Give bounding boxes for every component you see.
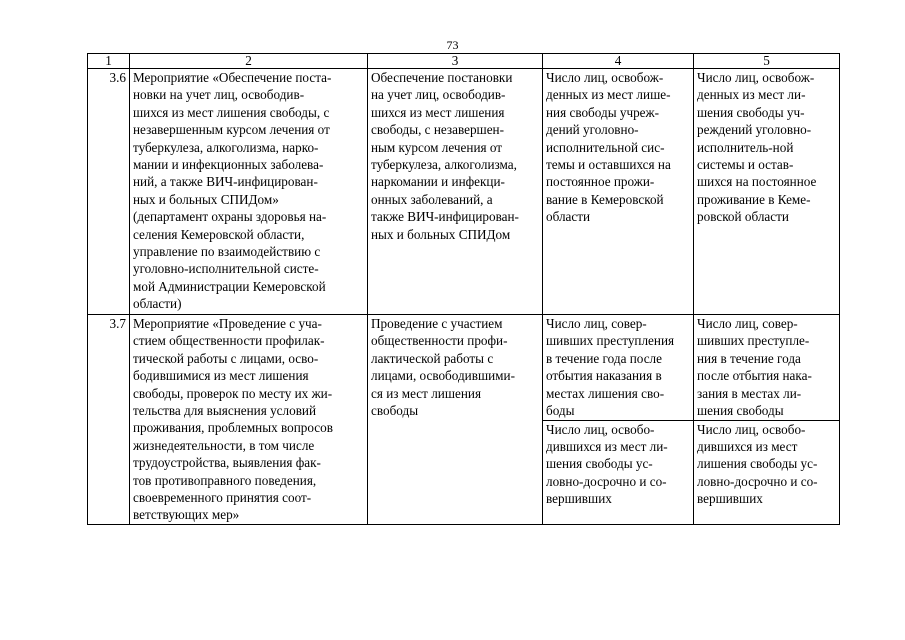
indicator-cell — [543, 420, 694, 524]
cell-text-line: лицами, освободившими- — [371, 368, 515, 384]
cell-text-line: шивших преступле- — [697, 333, 810, 349]
header-cell-1: 1 — [88, 54, 130, 69]
cell-text-line: проживание в Кеме- — [697, 191, 811, 207]
cell-text-line: вершивших — [697, 491, 763, 507]
cell-text-line: шихся из мест лишения — [371, 104, 505, 120]
cell-text-line: своевременного принятия соот- — [133, 490, 312, 506]
cell-text-line: дившихся из мест ли- — [546, 439, 668, 455]
cell-text-line: системы и остав- — [697, 157, 794, 173]
header-row — [88, 54, 840, 69]
cell-text-line: также ВИЧ-инфицирован- — [371, 209, 519, 225]
header-cell-4: 4 — [543, 54, 694, 69]
cell-text-line: вершивших — [546, 491, 612, 507]
cell-text-line: уголовно-исполнительной систе- — [133, 261, 319, 277]
cell-text-line: Число лиц, освобо- — [697, 421, 806, 437]
cell-text-line: шения свободы уч- — [697, 104, 805, 120]
event-content-cell — [368, 315, 543, 525]
cell-text-line: Число лиц, освобож- — [546, 70, 664, 85]
cell-text-line: свободы — [371, 403, 419, 419]
cell-text-line: свободы, проверок по месту их жи- — [133, 385, 333, 401]
header-cell-3: 3 — [368, 54, 543, 69]
cell-text-line: местах лишения сво- — [546, 385, 665, 401]
cell-text-line: общественности профи- — [371, 333, 508, 349]
cell-text-line: Проведение с участием — [371, 316, 503, 331]
cell-text-line: селения Кемеровской области, — [133, 226, 305, 242]
cell-text-line: туберкулеза, алкоголизма, нарко- — [133, 139, 319, 155]
cell-text-line: денных из мест лише- — [546, 87, 671, 103]
cell-text-line: ния в течение года — [697, 350, 801, 366]
cell-text-line: лишения свободы ус- — [697, 456, 818, 472]
cell-text-line: туберкулеза, алкоголизма, — [371, 157, 517, 173]
cell-text-line: ных и больных СПИДом» — [133, 191, 279, 207]
header-cell-2: 2 — [130, 54, 368, 69]
cell-text-line: исполнитель-ной — [697, 139, 794, 155]
row-number: 3.7 — [88, 315, 130, 525]
cell-text-line: тельства для выяснения условий — [133, 403, 317, 419]
cell-text-line: ния свободы учреж- — [546, 104, 660, 120]
cell-text-line: проживания, проблемных вопросов — [133, 420, 333, 436]
indicator-cell — [543, 315, 694, 421]
indicator-cell — [543, 69, 694, 315]
table-row — [88, 315, 840, 421]
cell-text-line: на учет лиц, освободив- — [371, 87, 506, 103]
cell-text-line: ловно-досрочно и со- — [697, 473, 818, 489]
cell-text-line: свободы, с незавершен- — [371, 122, 505, 138]
cell-text-line: шивших преступления — [546, 333, 675, 349]
cell-text-line: ся из мест лишения — [371, 385, 482, 401]
cell-text-line: в течение года после — [546, 350, 662, 366]
indicator-name-cell — [694, 315, 840, 421]
cell-text-line: шения свободы ус- — [546, 456, 653, 472]
indicator-name-cell — [694, 420, 840, 524]
cell-text-line: исполнительной сис- — [546, 139, 665, 155]
page-number: 73 — [446, 38, 459, 52]
cell-text-line: мой Администрации Кемеровской — [133, 278, 326, 294]
cell-text-line: Мероприятие «Обеспечение поста- — [133, 70, 332, 85]
cell-text-line: дившихся из мест — [697, 439, 798, 455]
cell-text-line: Число лиц, совер- — [546, 316, 647, 331]
cell-text-line: трудоустройства, выявления фак- — [133, 455, 321, 471]
cell-text-line: новки на учет лиц, освободив- — [133, 87, 305, 103]
cell-text-line: области — [546, 209, 591, 225]
document-table — [87, 53, 840, 525]
event-description-cell — [130, 315, 368, 525]
row-number: 3.6 — [88, 69, 130, 315]
cell-text-line: темы и оставшихся на — [546, 157, 671, 173]
event-description-cell — [130, 69, 368, 315]
cell-text-line: ветствующих мер» — [133, 507, 240, 523]
table-row — [88, 69, 840, 315]
cell-text-line: реждений уголовно- — [697, 122, 812, 138]
cell-text-line: ловно-досрочно и со- — [546, 473, 667, 489]
cell-text-line: Число лиц, освобо- — [546, 421, 655, 437]
cell-text-line: тов противоправного поведения, — [133, 472, 317, 488]
cell-text-line: ных и больных СПИДом — [371, 226, 511, 242]
cell-text-line: отбытия наказания в — [546, 368, 662, 384]
cell-text-line: шихся из мест лишения свободы, с — [133, 104, 330, 120]
cell-text-line: области) — [133, 296, 182, 312]
cell-text-line: тической работы с лицами, осво- — [133, 350, 319, 366]
cell-text-line: денных из мест ли- — [697, 87, 806, 103]
cell-text-line: после отбытия нака- — [697, 368, 812, 384]
cell-text-line: лактической работы с — [371, 350, 494, 366]
cell-text-line: вание в Кемеровской — [546, 191, 664, 207]
cell-text-line: шихся на постоянное — [697, 174, 817, 190]
cell-text-line: дений уголовно- — [546, 122, 639, 138]
cell-text-line: Обеспечение постановки — [371, 70, 513, 85]
cell-text-line: шения свободы — [697, 403, 784, 419]
cell-text-line: незавершенным курсом лечения от — [133, 122, 330, 138]
cell-text-line: ным курсом лечения от — [371, 139, 503, 155]
indicator-name-cell — [694, 69, 840, 315]
event-content-cell — [368, 69, 543, 315]
cell-text-line: бодившимися из мест лишения — [133, 368, 309, 384]
cell-text-line: Мероприятие «Проведение с уча- — [133, 316, 322, 331]
cell-text-line: стием общественности профилак- — [133, 333, 325, 349]
cell-text-line: Число лиц, освобож- — [697, 70, 815, 85]
cell-text-line: Число лиц, совер- — [697, 316, 798, 331]
cell-text-line: мании и инфекционных заболева- — [133, 157, 324, 173]
cell-text-line: управление по взаимодействию с — [133, 244, 321, 260]
cell-text-line: онных заболеваний, а — [371, 191, 493, 207]
cell-text-line: жизнедеятельности, в том числе — [133, 437, 315, 453]
cell-text-line: боды — [546, 403, 575, 419]
cell-text-line: ровской области — [697, 209, 789, 225]
cell-text-line: ний, а также ВИЧ-инфицирован- — [133, 174, 318, 190]
cell-text-line: наркомании и инфекци- — [371, 174, 505, 190]
cell-text-line: (департамент охраны здоровья на- — [133, 209, 327, 225]
cell-text-line: постоянное прожи- — [546, 174, 655, 190]
header-cell-5: 5 — [694, 54, 840, 69]
cell-text-line: зания в местах ли- — [697, 385, 802, 401]
